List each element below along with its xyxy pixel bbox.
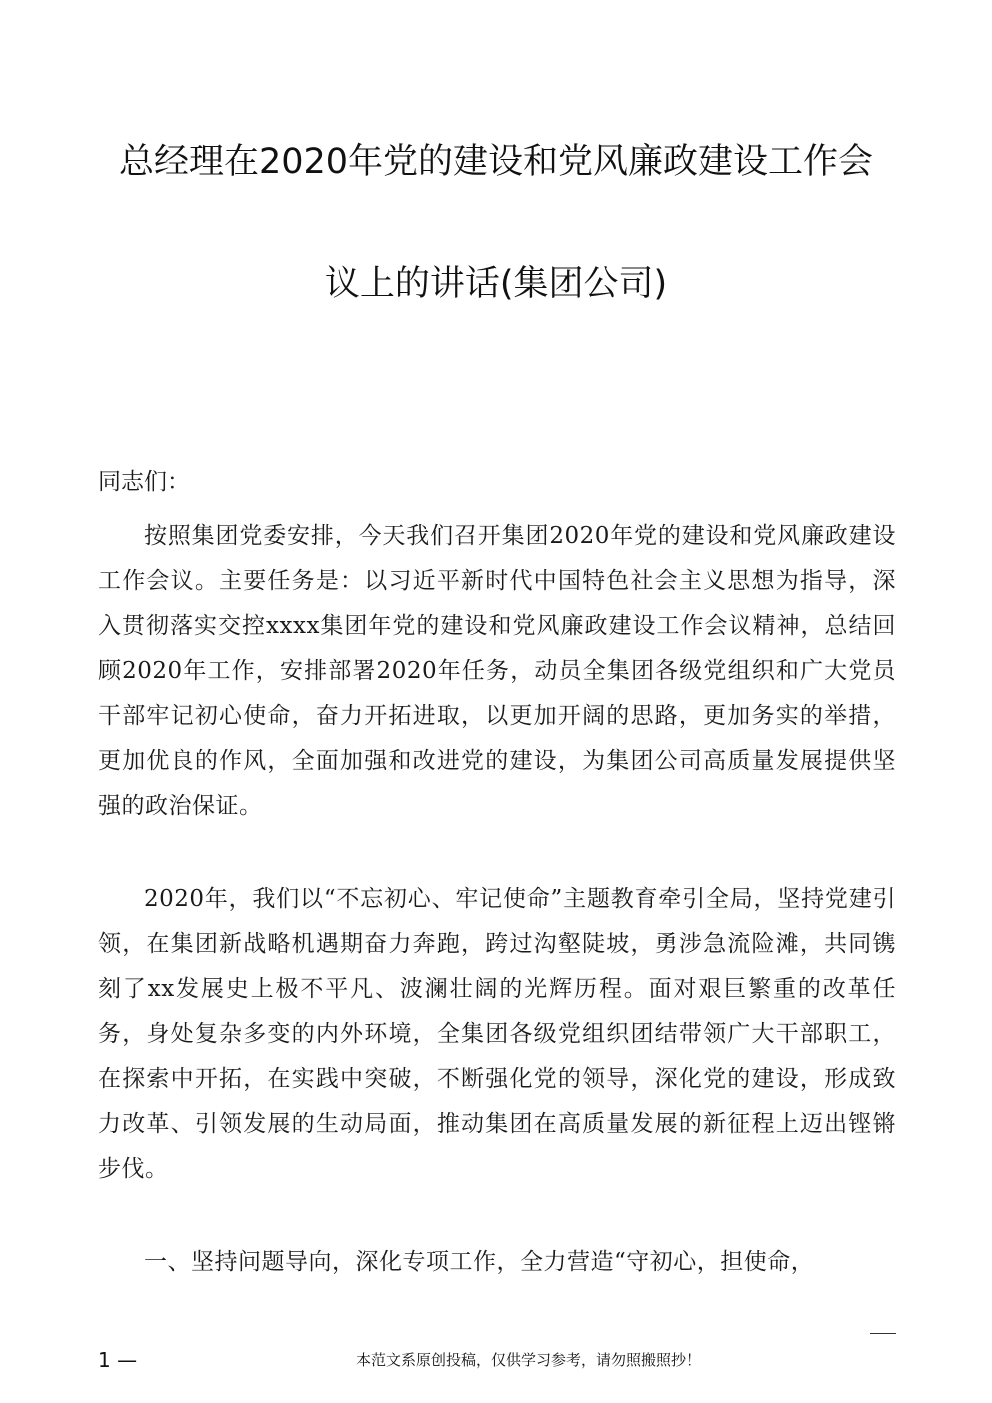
footer-rule: [870, 1333, 896, 1334]
footer-note: 本范文系原创投稿，仅供学习参考，请勿照搬照抄！: [356, 1351, 702, 1369]
document-title-line-2: 议上的讲话(集团公司): [324, 264, 668, 304]
paragraph-1: 按照集团党委安排，今天我们召开集团2020年党的建设和党风廉政建设工作会议。主要任务是：以习近平新时代中国特色社会主义思想为指导，深入贯彻落实交控xxxx集团年党的建设和党风廉政建设工作会议精神，总结回顾2020年工作，安排部署2020年任务，动员全集团各级党组织和广大党员干部牢记初心使命，奋力开拓进取，以更加开阔的思路，更加务实的举措，更加优良的作风，全面加强和改进党的建设，为集团公司高质量发展提供坚强的政治保证。: [98, 523, 896, 819]
document-title-line-1: 总经理在2020年党的建设和党风廉政建设工作会: [118, 142, 874, 182]
paragraph-2: 2020年，我们以“不忘初心、牢记使命”主题教育牵引全局，坚持党建引领，在集团新战略机遇期奋力奔跑，跨过沟壑陡坡，勇涉急流险滩，共同镌刻了xx发展史上极不平凡、波澜壮阔的光辉历程。面对艰巨繁重的改革任务，身处复杂多变的内外环境，全集团各级党组织团结带领广大干部职工，在探索中开拓，在实践中突破，不断强化党的领导，深化党的建设，形成致力改革、引领发展的生动局面，推动集团在高质量发展的新征程上迈出铿锵步伐。: [98, 886, 896, 1182]
salutation: 同志们：: [98, 469, 190, 495]
page-number: 1 —: [98, 1348, 138, 1372]
paragraph-3-heading: 一、坚持问题导向，深化专项工作，全力营造“守初心，担使命，: [144, 1249, 815, 1275]
